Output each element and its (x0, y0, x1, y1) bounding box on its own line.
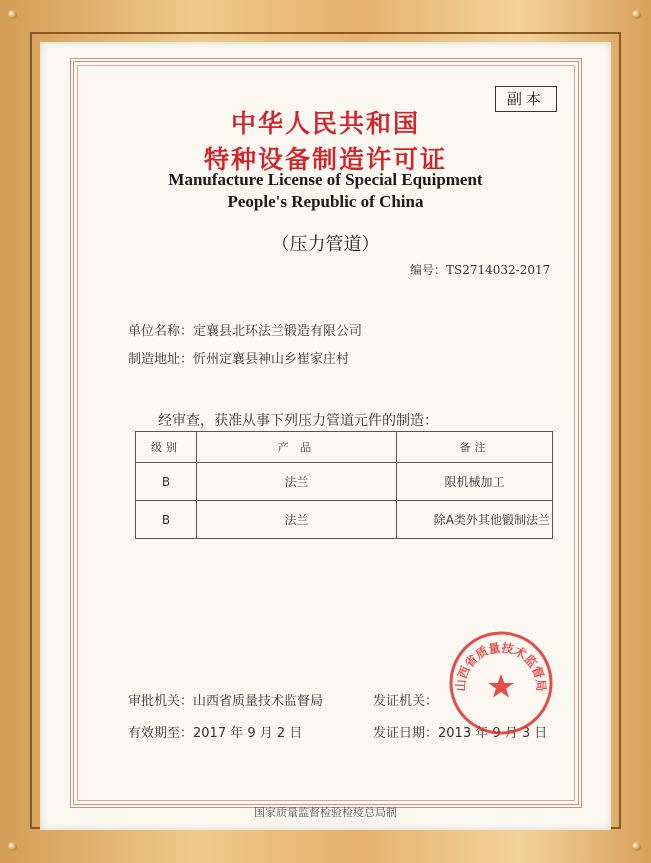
table-header-row (136, 432, 553, 463)
license-number: 编号：TS2714032-2017 (410, 263, 551, 277)
unit-name-row (128, 320, 362, 339)
issue-date: 2013 年 9 月 3 日 (438, 726, 548, 741)
seal-text: 山西省质量技术监督局 (453, 640, 549, 692)
title-en-line2: People's Republic of China (227, 192, 424, 211)
certificate-paper (40, 42, 611, 830)
header-product: 产 品 (197, 432, 397, 463)
footer-issuer: 国家质量监督检验检疫总局制 (254, 806, 397, 819)
products-table (135, 431, 553, 539)
issue-date-row (373, 722, 547, 741)
cell-note: 限机械加工 (397, 463, 553, 501)
header-level: 级别 (136, 432, 197, 463)
valid-until-row (128, 722, 302, 741)
valid-until: 2017 年 9 月 2 日 (193, 726, 303, 741)
unit-name: 定襄县北环法兰锻造有限公司 (193, 324, 363, 339)
title-cn-line1: 中华人民共和国 (230, 109, 420, 138)
nail-icon (632, 10, 641, 19)
title-en-line1: Manufacture License of Special Equipment (168, 170, 483, 189)
approval-authority: 山西省质量技术监督局 (193, 694, 324, 709)
cell-level: B (136, 501, 197, 539)
cell-level: B (136, 463, 197, 501)
issuing-authority-label: 发证机关： (373, 694, 439, 709)
issue-date-label: 发证日期： (373, 726, 439, 741)
cell-product: 法兰 (197, 501, 397, 539)
address-row (128, 348, 349, 367)
header-note: 备注 (397, 432, 553, 463)
approval-authority-row (128, 690, 323, 709)
cell-note: 除A类外其他锻制法兰 (397, 501, 553, 539)
nail-icon (632, 842, 641, 851)
table-row (136, 501, 553, 539)
address: 忻州定襄县神山乡崔家庄村 (193, 352, 350, 367)
intro-text: 经审查，获准从事下列压力管道元件的制造： (158, 413, 438, 429)
table-row (136, 463, 553, 501)
category: （压力管道） (271, 234, 380, 255)
approval-authority-label: 审批机关： (128, 694, 194, 709)
cell-product: 法兰 (197, 463, 397, 501)
nail-icon (8, 10, 17, 19)
copy-mark: 副本 (495, 86, 557, 112)
unit-name-label: 单位名称： (128, 324, 194, 339)
valid-until-label: 有效期至： (128, 726, 194, 741)
nail-icon (8, 842, 17, 851)
address-label: 制造地址： (128, 352, 194, 367)
title-cn-line2: 特种设备制造许可证 (203, 145, 447, 174)
